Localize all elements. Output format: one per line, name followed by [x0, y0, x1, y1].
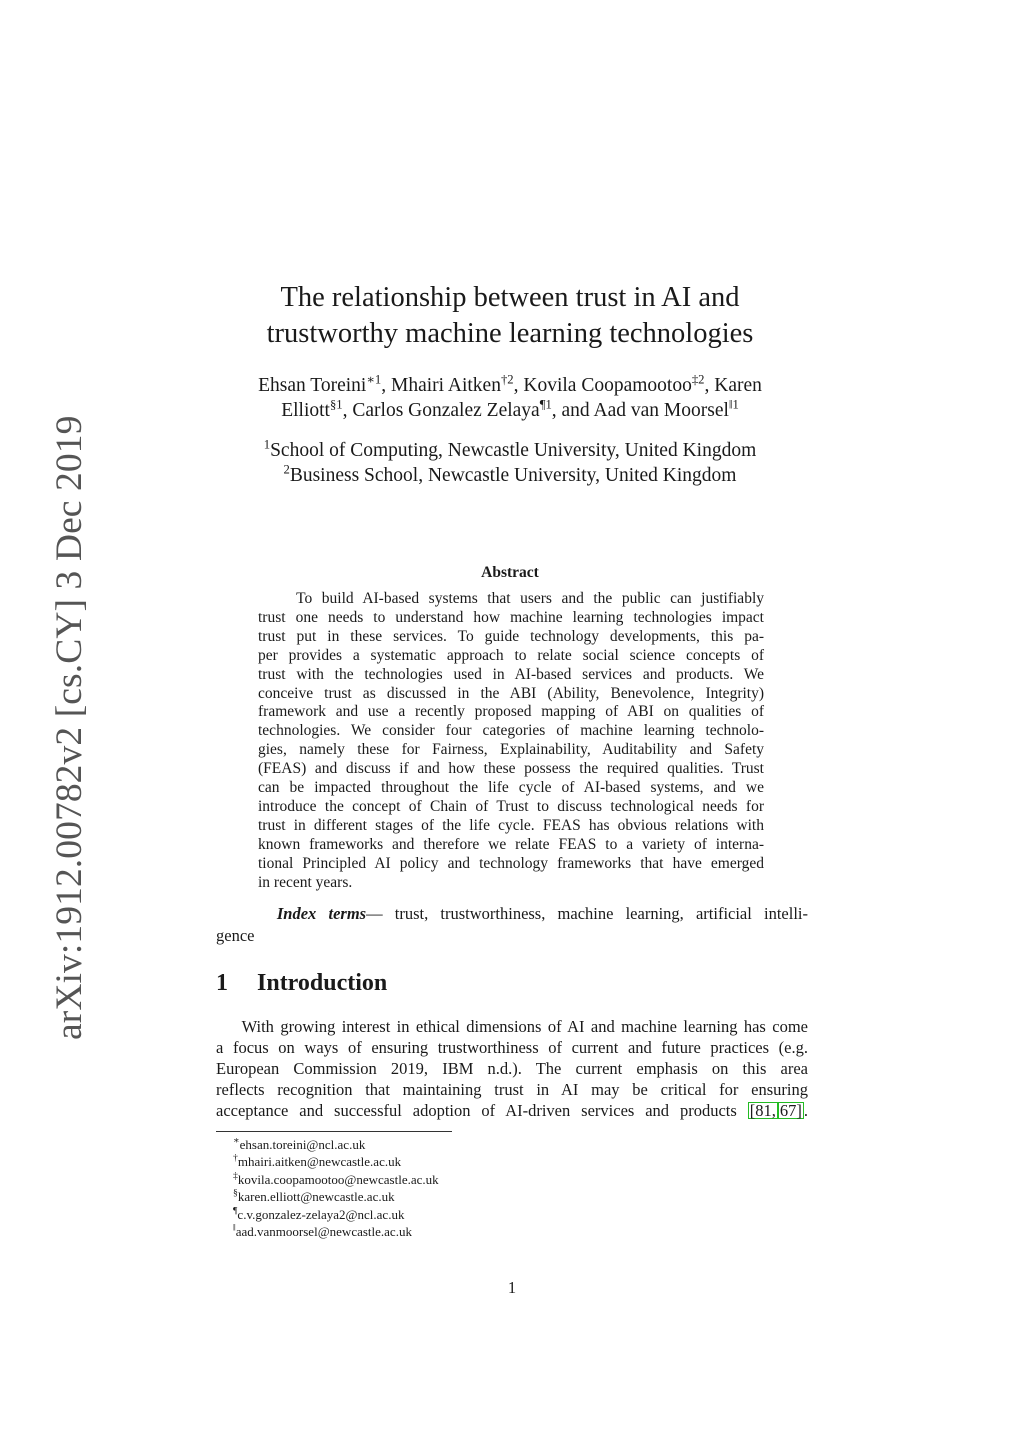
abstract-line: tional Principled AI policy and technology frameworks that have emerged: [258, 854, 764, 872]
author-separator: , and: [551, 400, 594, 421]
footnote-email: mhairi.aitken@newcastle.ac.uk: [237, 1154, 402, 1170]
abstract-line: trust in different stages of the life cycle. FEAS has obvious relations with: [258, 816, 764, 834]
author-mark: §1: [329, 397, 343, 412]
abstract-line: in recent years.: [258, 873, 353, 891]
index-terms: [216, 903, 808, 947]
author-mark: †2: [500, 372, 514, 387]
paragraph-line: reflects recognition that maintaining trust in AI may be critical for ensuring: [216, 1080, 808, 1099]
section-number: 1: [216, 970, 228, 996]
abstract-line: trust one needs to understand how machine learning technologies impact: [258, 608, 764, 626]
footnote-email: karen.elliott@newcastle.ac.uk: [237, 1189, 395, 1205]
footnote: [233, 1136, 439, 1153]
abstract-line: conceive trust as discussed in the ABI (Ability, Benevolence, Integrity): [258, 684, 764, 702]
abstract-line: (FEAS) and discuss if and how these possess the required qualities. Trust: [258, 760, 764, 778]
author-mark: ‖1: [728, 397, 739, 412]
abstract-line: trust put in these services. To guide technology developments, this pa-: [258, 627, 764, 645]
footnote: [233, 1188, 439, 1205]
affiliation-mark: 1: [263, 437, 271, 452]
author-separator: ,: [381, 375, 392, 396]
footnote: [233, 1206, 439, 1223]
paper-title: [200, 280, 820, 352]
index-terms-text: trust, trustworthiness, machine learning, artificial intelli-: [394, 904, 809, 923]
footnote-mark: ‖: [233, 1222, 236, 1234]
citation-link[interactable]: [81,: [749, 1101, 776, 1120]
author-name: Aad van Moorsel: [593, 400, 729, 421]
footnote-email: aad.vanmoorsel@newcastle.ac.uk: [235, 1224, 412, 1240]
citation-link[interactable]: 67]: [779, 1101, 802, 1120]
author-separator: , Karen: [704, 375, 762, 396]
abstract-line: can be impacted throughout the life cycle of AI-based systems, and we: [258, 779, 764, 797]
footnote-divider: [216, 1131, 452, 1132]
footnote-email: ehsan.toreini@ncl.ac.uk: [239, 1137, 366, 1152]
abstract-line: technologies. We consider four categories of machine learning technolo-: [258, 722, 764, 740]
paragraph-line: European Commission 2019, IBM n.d.). The current emphasis on this area: [216, 1059, 808, 1078]
index-terms-line: gence: [216, 926, 255, 945]
footnote: [233, 1171, 439, 1188]
author-mark: ‡2: [691, 372, 705, 387]
affiliation-mark: 2: [283, 462, 290, 477]
page-number: 1: [507, 1278, 517, 1297]
author-line: [200, 398, 820, 423]
abstract-body: [258, 590, 764, 893]
paragraph-line: a focus on ways of ensuring trustworthiness of current and future practices (e.g.: [216, 1038, 808, 1057]
arxiv-identifier-stamp: arXiv:1912.00782v2 [cs.CY] 3 Dec 2019: [49, 415, 90, 1040]
footnote: [233, 1223, 439, 1240]
abstract-line: gies, namely these for Fairness, Explainability, Auditability and Safety: [258, 741, 764, 759]
abstract-line: framework and use a recently proposed mapping of ABI on qualities of: [258, 703, 764, 721]
abstract-line: known frameworks and therefore we relate FEAS to a variety of interna-: [258, 835, 764, 853]
author-mark: ¶1: [539, 397, 552, 412]
footnote-mark: ‡: [233, 1170, 238, 1182]
footnote-mark: ¶: [233, 1205, 238, 1217]
footnote-email: c.v.gonzalez-zelaya2@ncl.ac.uk: [237, 1206, 405, 1222]
title-line: trustworthy machine learning technologies: [266, 318, 754, 349]
title-line: The relationship between trust in AI and: [280, 282, 740, 313]
section-title: Introduction: [257, 970, 388, 996]
paragraph-line-text: acceptance and successful adoption of AI-driven services and products: [216, 1101, 748, 1120]
author-name: Kovila Coopamootoo: [523, 375, 692, 396]
footnote-email: kovila.coopamootoo@newcastle.ac.uk: [237, 1171, 439, 1187]
footnote-mark: †: [233, 1153, 238, 1165]
index-terms-line: [216, 903, 808, 925]
footnote-list: [233, 1136, 439, 1240]
author-separator: ,: [513, 375, 524, 396]
introduction-paragraph: [216, 1016, 808, 1121]
section-heading: [216, 970, 387, 997]
affiliation-list: [200, 438, 820, 488]
paragraph-line: With growing interest in ethical dimensions of AI and machine learning has come: [216, 1017, 808, 1036]
author-list: [200, 373, 820, 423]
author-name: Ehsan Toreini: [258, 375, 367, 396]
abstract-heading: Abstract: [481, 564, 539, 581]
footnote-mark: §: [233, 1187, 238, 1199]
abstract-line: trust with the technologies used in AI-based services and products. We: [258, 665, 764, 683]
author-separator: ,: [342, 400, 353, 421]
footnote-mark: ∗: [233, 1135, 240, 1147]
author-name: Carlos Gonzalez Zelaya: [352, 400, 540, 421]
author-mark: ∗1: [366, 372, 382, 387]
index-terms-dash: —: [366, 904, 395, 923]
author-name: Elliott: [281, 400, 330, 421]
author-name: Mhairi Aitken: [391, 375, 501, 396]
abstract-line: To build AI-based systems that users and the public can justifiably: [258, 590, 764, 607]
author-line: [200, 373, 820, 398]
affiliation-text: School of Computing, Newcastle University, United Kingdom: [270, 440, 757, 461]
paragraph-line-end: .: [803, 1101, 808, 1120]
affiliation: [200, 463, 820, 488]
index-terms-label: Index terms: [276, 904, 367, 923]
affiliation-text: Business School, Newcastle University, United Kingdom: [289, 465, 737, 486]
footnote: [233, 1153, 439, 1170]
abstract-line: introduce the concept of Chain of Trust to discuss technological needs for: [258, 797, 764, 815]
paragraph-line: [216, 1100, 808, 1121]
abstract-line: per provides a systematic approach to relate social science concepts of: [258, 646, 764, 664]
affiliation: [200, 438, 820, 463]
